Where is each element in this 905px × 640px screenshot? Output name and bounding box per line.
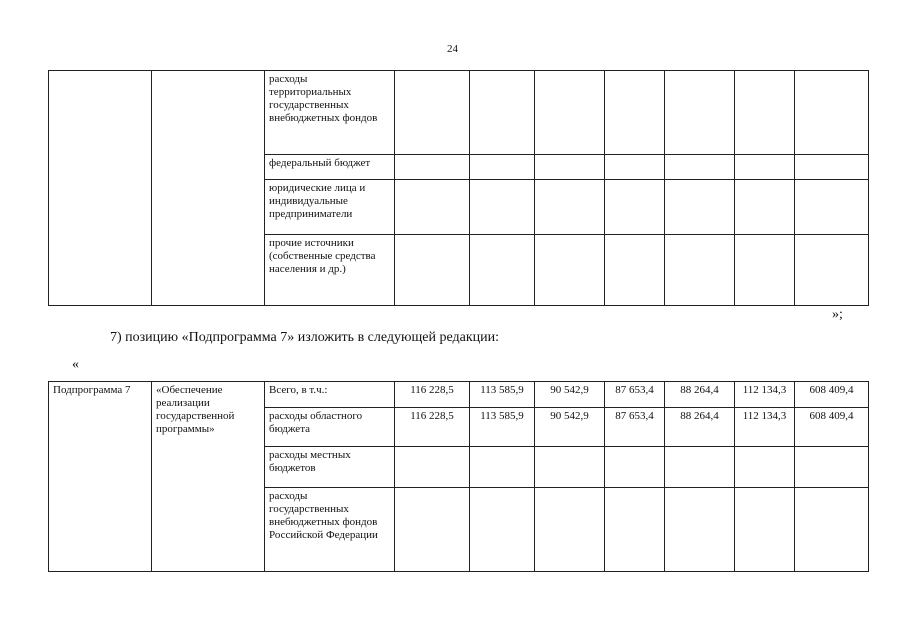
value-cell: 87 653,4 bbox=[605, 408, 665, 447]
value-cell bbox=[605, 180, 665, 235]
value-cell bbox=[735, 488, 795, 572]
value-cell bbox=[535, 447, 605, 488]
value-cell bbox=[735, 447, 795, 488]
value-cell bbox=[395, 71, 470, 155]
opening-quote: « bbox=[72, 357, 79, 372]
table-subprogram-7 bbox=[48, 381, 869, 572]
value-cell: 90 542,9 bbox=[535, 408, 605, 447]
value-cell bbox=[470, 447, 535, 488]
value-cell bbox=[795, 235, 869, 306]
row-label: федеральный бюджет bbox=[265, 155, 395, 180]
value-cell bbox=[535, 180, 605, 235]
value-cell bbox=[605, 488, 665, 572]
table-continued bbox=[48, 70, 869, 306]
value-cell bbox=[605, 447, 665, 488]
value-cell bbox=[605, 235, 665, 306]
value-cell bbox=[665, 155, 735, 180]
value-cell: 88 264,4 bbox=[665, 382, 735, 408]
value-cell bbox=[735, 71, 795, 155]
value-cell: 112 134,3 bbox=[735, 382, 795, 408]
value-cell: 608 409,4 bbox=[795, 382, 869, 408]
closing-quote: »; bbox=[832, 307, 843, 322]
row-label: прочие источники (собственные средства населения и др.) bbox=[265, 235, 395, 306]
value-cell bbox=[665, 488, 735, 572]
instruction-text: 7) позицию «Подпрограмма 7» изложить в следующей редакции: bbox=[110, 330, 500, 345]
row-label: расходы государственных внебюджетных фондов Российской Федерации bbox=[265, 488, 395, 572]
value-cell bbox=[395, 447, 470, 488]
value-cell bbox=[665, 235, 735, 306]
value-cell bbox=[665, 447, 735, 488]
value-cell bbox=[470, 488, 535, 572]
program-name: «Обеспечение реализации государственной программы» bbox=[152, 382, 265, 572]
value-cell bbox=[470, 235, 535, 306]
page-number: 24 bbox=[447, 43, 458, 55]
value-cell bbox=[735, 235, 795, 306]
value-cell: 608 409,4 bbox=[795, 408, 869, 447]
value-cell: 88 264,4 bbox=[665, 408, 735, 447]
row-label: расходы территориальных государственных внебюджетных фондов bbox=[265, 71, 395, 155]
value-cell bbox=[535, 71, 605, 155]
value-cell bbox=[395, 155, 470, 180]
value-cell bbox=[795, 180, 869, 235]
value-cell bbox=[535, 155, 605, 180]
value-cell bbox=[735, 155, 795, 180]
value-cell bbox=[395, 180, 470, 235]
value-cell bbox=[535, 235, 605, 306]
value-cell bbox=[735, 180, 795, 235]
value-cell: 90 542,9 bbox=[535, 382, 605, 408]
row-label: юридические лица и индивидуальные предприниматели bbox=[265, 180, 395, 235]
value-cell bbox=[395, 235, 470, 306]
value-cell bbox=[605, 155, 665, 180]
value-cell bbox=[470, 180, 535, 235]
program-code: Подпрограмма 7 bbox=[49, 382, 152, 572]
empty-name-cell bbox=[152, 71, 265, 306]
row-label: Всего, в т.ч.: bbox=[265, 382, 395, 408]
value-cell bbox=[795, 155, 869, 180]
value-cell bbox=[470, 155, 535, 180]
table-row bbox=[49, 71, 869, 155]
value-cell bbox=[470, 71, 535, 155]
value-cell bbox=[535, 488, 605, 572]
value-cell bbox=[795, 488, 869, 572]
value-cell: 113 585,9 bbox=[470, 382, 535, 408]
row-label: расходы местных бюджетов bbox=[265, 447, 395, 488]
value-cell: 87 653,4 bbox=[605, 382, 665, 408]
value-cell bbox=[665, 180, 735, 235]
empty-program-cell bbox=[49, 71, 152, 306]
value-cell: 112 134,3 bbox=[735, 408, 795, 447]
value-cell bbox=[795, 447, 869, 488]
row-label: расходы областного бюджета bbox=[265, 408, 395, 447]
value-cell: 116 228,5 bbox=[395, 382, 470, 408]
value-cell bbox=[795, 71, 869, 155]
table-row bbox=[49, 382, 869, 408]
value-cell: 116 228,5 bbox=[395, 408, 470, 447]
value-cell bbox=[395, 488, 470, 572]
value-cell: 113 585,9 bbox=[470, 408, 535, 447]
value-cell bbox=[605, 71, 665, 155]
value-cell bbox=[665, 71, 735, 155]
